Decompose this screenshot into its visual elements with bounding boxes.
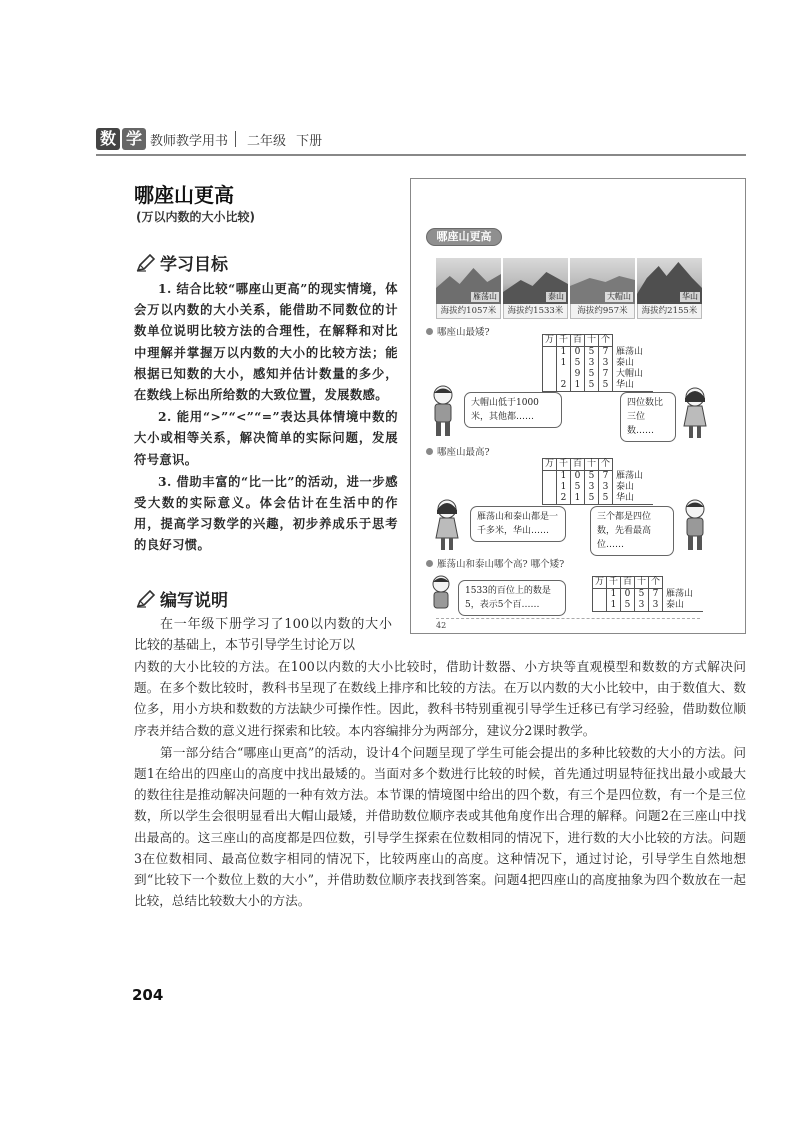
digit-cell: 5 xyxy=(585,347,599,359)
digit-cell xyxy=(543,471,557,483)
mountain-label: 雁荡山 xyxy=(666,588,694,599)
mountain-label: 大帽山 xyxy=(616,369,644,379)
question-2 xyxy=(426,444,490,458)
mountain-name: 大帽山 xyxy=(607,292,631,301)
question-text: 哪座山最矮? xyxy=(437,327,490,338)
digit-cell: 3 xyxy=(585,358,599,369)
mountain-name: 雁荡山 xyxy=(473,292,497,301)
digit-cell: 5 xyxy=(571,358,585,369)
mountain-height: 海拔约2155米 xyxy=(637,304,702,319)
notes-intro: 在一年级下册学习了100以内数的大小比较的基础上，本节引导学生讨论万以 xyxy=(134,617,392,653)
table-row xyxy=(593,600,703,612)
place-header: 千 xyxy=(557,335,571,347)
mountain-label: 雁荡山 xyxy=(616,470,644,481)
digit-cell: 1 xyxy=(557,471,571,483)
header-rule xyxy=(96,154,746,156)
digit-cell: 0 xyxy=(571,347,585,359)
digit-cell: 1 xyxy=(571,493,585,505)
table-row xyxy=(543,471,653,483)
digit-cell: 7 xyxy=(599,369,613,380)
header-volume: 下册 xyxy=(296,133,323,149)
header-grade: 二年级 xyxy=(247,133,287,149)
notes-heading xyxy=(136,586,228,611)
boy-character-icon xyxy=(428,384,458,440)
place-header: 十 xyxy=(585,335,599,347)
digit-cell: 5 xyxy=(635,589,649,601)
digit-cell xyxy=(543,482,557,493)
digit-cell: 3 xyxy=(599,358,613,369)
digit-cell xyxy=(593,589,607,601)
mountain-height: 海拔约957米 xyxy=(570,304,635,319)
table-row xyxy=(543,493,653,505)
place-header: 个 xyxy=(649,577,663,589)
digit-cell xyxy=(593,600,607,612)
digit-cell: 1 xyxy=(557,347,571,359)
digit-cell: 1 xyxy=(557,358,571,369)
speech-bubble: 大帽山低于1000米，其他都…… xyxy=(464,392,562,428)
question-text: 雁荡山和泰山哪个高? 哪个矮? xyxy=(437,559,565,570)
mountain-photo xyxy=(570,258,635,304)
digit-cell: 5 xyxy=(585,471,599,483)
place-header: 万 xyxy=(543,459,557,471)
lesson-title: 哪座山更高 xyxy=(134,183,234,207)
digit-cell: 2 xyxy=(557,380,571,392)
digit-cell xyxy=(543,347,557,359)
place-value-table-3 xyxy=(592,576,703,612)
mountain-label: 泰山 xyxy=(616,358,635,368)
textbook-bottom-rule xyxy=(436,618,700,619)
digit-cell: 5 xyxy=(599,493,613,505)
mountain-photo xyxy=(436,258,501,304)
boy-character-icon xyxy=(428,574,454,614)
pencil-icon xyxy=(136,254,156,272)
digit-cell: 5 xyxy=(621,600,635,612)
digit-cell: 7 xyxy=(649,589,663,601)
speech-bubble: 1533的百位上的数是5，表示5个百…… xyxy=(458,580,566,616)
mountain-name: 华山 xyxy=(682,292,698,301)
place-header: 万 xyxy=(593,577,607,589)
textbook-page-number: 42 xyxy=(436,621,447,630)
digit-cell: 3 xyxy=(599,482,613,493)
digit-cell xyxy=(557,369,571,380)
digit-cell: 3 xyxy=(649,600,663,612)
place-header: 百 xyxy=(571,459,585,471)
place-header: 百 xyxy=(571,335,585,347)
place-header: 千 xyxy=(607,577,621,589)
place-header: 个 xyxy=(599,335,613,347)
digit-cell xyxy=(543,358,557,369)
place-header: 十 xyxy=(585,459,599,471)
mountain-label: 华山 xyxy=(613,380,653,392)
mountain-height: 海拔约1533米 xyxy=(503,304,568,319)
table-row xyxy=(543,358,653,369)
digit-cell: 5 xyxy=(571,482,585,493)
mountain-label: 泰山 xyxy=(663,600,703,612)
digit-cell: 2 xyxy=(557,493,571,505)
table-row xyxy=(543,482,653,493)
mountain-photos xyxy=(436,258,702,304)
goals-heading xyxy=(136,250,228,275)
digit-cell: 0 xyxy=(571,471,585,483)
header-book-title: 教师教学用书 xyxy=(150,133,229,149)
goal-item: 1. 结合比较“哪座山更高”的现实情境，体会万以内数的大小关系，能借助不同数位的计数单位说明比较方法的合理性，在解释和对比中理解并掌握万以内数的大小的比较方法；能根据已知数的大小，感知并估计数量的多少，在数线上标出所给数的大致位置，发展数感。 xyxy=(134,281,398,403)
running-header xyxy=(96,126,322,152)
question-3 xyxy=(426,556,564,570)
body-paragraph: 内数的大小比较的方法。在100以内数的大小比较时，借助计数器、小方块等直观模型和数数的方式解决问题。在多个数比较时，教科书呈现了在数线上排序和比较的方法。在万以内数的大小比较中，由于数值大、数位多，用小方块和数数的方法缺少可操作性。因此，教科书特别重视引导学生迁移已有学习经验，借助数位顺序表并结合数的意义进行探索和比较。本内容编排分为两部分，建议分2课时教学。 xyxy=(134,659,746,738)
table-row xyxy=(543,380,653,392)
header-badge-shu: 数 xyxy=(96,128,120,150)
table-row xyxy=(593,589,703,601)
digit-cell: 5 xyxy=(585,493,599,505)
place-header: 万 xyxy=(543,335,557,347)
mountain-name: 泰山 xyxy=(548,292,564,301)
place-header: 十 xyxy=(635,577,649,589)
question-text: 哪座山最高? xyxy=(437,447,490,458)
digit-cell: 3 xyxy=(585,482,599,493)
header-separator xyxy=(235,131,236,147)
digit-cell: 5 xyxy=(585,380,599,392)
speech-bubble: 三个都是四位数，先看最高位…… xyxy=(590,506,674,556)
bullet-dot-icon xyxy=(426,328,433,335)
body-paragraph: 第一部分结合“哪座山更高”的活动，设计4个问题呈现了学生可能会提出的多种比较数的大小的方法。问题1在给出的四座山的高度中找出最矮的。当面对多个数进行比较的时候，首先通过明显特征找出最小或最大的数往往是推动解决问题的一种有效方法。本节课的情境图中给出的四个数，有三个是四位数，有一个是三位数，所以学生会很明显看出大帽山最矮，并借助数位顺序表或其他角度作出合理的解释。问题2在三座山中找出最高的。这三座山的高度都是四位数，引导学生探索在位数相同的情况下，进行数的大小比较的方法。问题3在位数相同、最高位数字相同的情况下，比较两座山的高度。这种情况下，通过讨论，引导学生自然地想到“比较下一个数位上数的大小”，并借助数位顺序表找到答案。问题4把四座山的高度抽象为四个数放在一起比较，总结比较数大小的方法。 xyxy=(134,744,746,909)
digit-cell: 7 xyxy=(599,347,613,359)
question-1 xyxy=(426,324,490,338)
digit-cell: 9 xyxy=(571,369,585,380)
digit-cell: 5 xyxy=(599,380,613,392)
mountain-heights xyxy=(436,304,702,319)
mountain-label: 泰山 xyxy=(616,482,635,492)
bullet-dot-icon xyxy=(426,448,433,455)
bullet-dot-icon xyxy=(426,560,433,567)
mountain-photo xyxy=(503,258,568,304)
table-row xyxy=(543,347,653,359)
mountain-photo xyxy=(637,258,702,304)
lesson-subtitle: (万以内数的大小比较) xyxy=(136,210,255,224)
notes-heading-text: 编写说明 xyxy=(160,591,228,611)
goal-item: 3. 借助丰富的“比一比”的活动，进一步感受大数的实际意义。体会估计在生活中的作用，提高学习数学的兴趣，初步养成乐于思考的良好习惯。 xyxy=(134,473,398,553)
place-header: 个 xyxy=(599,459,613,471)
goal-item: 2. 能用“>”“<”“=”表达具体情境中数的大小或相等关系，解决简单的实际问题，发展符号意识。 xyxy=(134,409,398,467)
digit-cell: 1 xyxy=(607,600,621,612)
digit-cell xyxy=(543,380,557,392)
place-header: 千 xyxy=(557,459,571,471)
speech-bubble: 四位数比三位数…… xyxy=(620,392,676,442)
boy-character-icon xyxy=(680,498,710,554)
digit-cell: 1 xyxy=(557,482,571,493)
mountain-height: 海拔约1057米 xyxy=(436,304,501,319)
page-number: 204 xyxy=(132,986,164,1004)
mountain-label: 雁荡山 xyxy=(616,346,644,357)
digit-cell: 1 xyxy=(571,380,585,392)
girl-character-icon xyxy=(680,386,710,442)
digit-cell xyxy=(543,369,557,380)
mountain-label: 华山 xyxy=(613,493,653,505)
speech-bubble: 雁荡山和泰山都是一千多米，华山…… xyxy=(470,506,566,542)
digit-cell: 5 xyxy=(585,369,599,380)
goals-list xyxy=(134,278,398,557)
header-badge-xue: 学 xyxy=(122,128,146,150)
place-header: 百 xyxy=(621,577,635,589)
digit-cell: 3 xyxy=(635,600,649,612)
digit-cell xyxy=(543,493,557,505)
table-row xyxy=(543,369,653,380)
body-text xyxy=(134,656,746,911)
place-value-table-1 xyxy=(542,334,653,392)
place-value-table-2 xyxy=(542,458,653,505)
digit-cell: 1 xyxy=(607,589,621,601)
digit-cell: 0 xyxy=(621,589,635,601)
digit-cell: 7 xyxy=(599,471,613,483)
textbook-title: 哪座山更高 xyxy=(426,228,502,246)
pencil-icon xyxy=(136,590,156,608)
goals-heading-text: 学习目标 xyxy=(160,255,228,275)
girl-character-icon xyxy=(432,498,462,554)
